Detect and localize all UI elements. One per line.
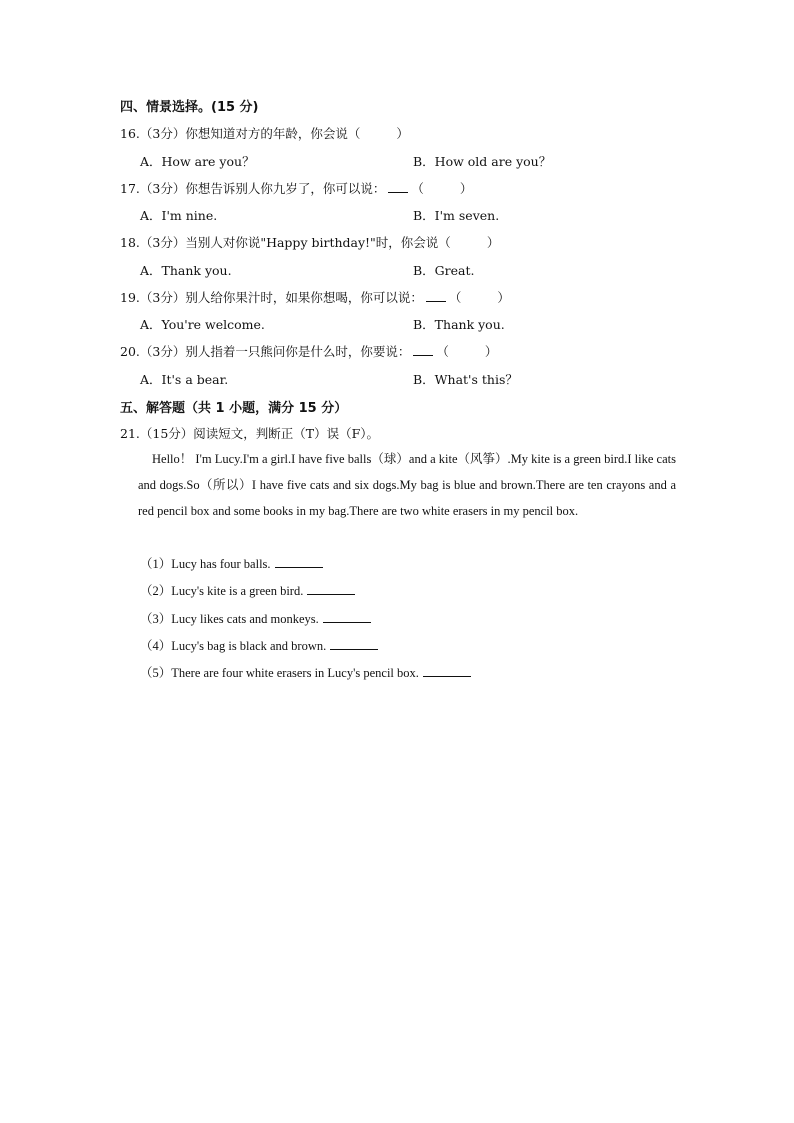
answer-blank[interactable] <box>413 343 433 356</box>
reading-passage: Hello！ I'm Lucy.I'm a girl.I have five balls（球）and a kite（风筝）.My kite is a green bird.I like cats and dogs.So（所以）I have five cats and six dogs.My bag is blue and brown.There are ten crayons and a red pencil box and some books in my bag.There are two white erasers in my pencil box. <box>138 452 676 518</box>
question-17-open: （ <box>411 181 424 196</box>
question-20 <box>120 342 497 360</box>
question-18-option-a[interactable]: A．Thank you. <box>140 263 232 278</box>
section-five-title: 五、解答题（共 1 小题，满分 15 分） <box>120 401 348 416</box>
question-20-close: ） <box>484 344 498 359</box>
question-17 <box>120 179 472 197</box>
question-16-option-b[interactable]: B．How old are you？ <box>413 154 552 169</box>
statement-3 <box>140 609 371 627</box>
question-19-open: （ <box>448 290 462 305</box>
statement-3-text: （3）Lucy likes cats and monkeys. <box>140 612 319 626</box>
statement-2-text: （2）Lucy's kite is a green bird. <box>140 584 304 598</box>
question-16 <box>120 124 409 142</box>
question-20-option-a[interactable]: A．It's a bear. <box>140 372 229 387</box>
question-19-option-b[interactable]: B．Thank you. <box>413 317 505 332</box>
question-19 <box>120 288 510 306</box>
statement-4 <box>140 636 378 654</box>
answer-blank[interactable] <box>423 664 471 677</box>
statement-1 <box>140 554 323 572</box>
question-18 <box>120 233 499 251</box>
question-18-close: ） <box>486 235 500 250</box>
question-19-close: ） <box>497 290 510 305</box>
question-16-stem: 16.（3分）你想知道对方的年龄，你会说（ <box>120 126 361 141</box>
answer-blank[interactable] <box>330 637 378 650</box>
question-21-stem: 21.（15分）阅读短文，判断正（T）误（F）。 <box>120 426 380 441</box>
question-20-stem: 20.（3分）别人指着一只熊问你是什么时，你要说： <box>120 344 411 359</box>
question-17-option-b[interactable]: B．I'm seven. <box>413 208 500 223</box>
statement-5-text: （5）There are four white erasers in Lucy's pencil box. <box>140 666 419 680</box>
statement-2 <box>140 581 355 599</box>
statement-5 <box>140 663 471 681</box>
question-19-stem: 19.（3分）别人给你果汁时，如果你想喝，你可以说： <box>120 290 423 305</box>
question-16-close: ） <box>396 126 409 141</box>
question-17-close: ） <box>459 181 473 196</box>
question-17-option-a[interactable]: A．I'm nine. <box>140 208 218 223</box>
statement-4-text: （4）Lucy's bag is black and brown. <box>140 639 327 653</box>
answer-blank[interactable] <box>323 610 371 623</box>
question-20-option-b[interactable]: B．What's this？ <box>413 372 518 387</box>
question-18-stem: 18.（3分）当别人对你说"Happy birthday!"时，你会说（ <box>120 235 451 250</box>
statement-1-text: （1）Lucy has four balls. <box>140 557 271 571</box>
question-17-stem: 17.（3分）你想告诉别人你九岁了，你可以说： <box>120 181 386 196</box>
question-20-open: （ <box>436 344 449 359</box>
question-16-option-a[interactable]: A．How are you？ <box>140 154 255 169</box>
answer-blank[interactable] <box>388 180 408 193</box>
question-19-option-a[interactable]: A．You're welcome. <box>140 317 265 332</box>
section-four-title: 四、情景选择。(15 分) <box>120 100 259 115</box>
answer-blank[interactable] <box>307 582 355 595</box>
answer-blank[interactable] <box>426 289 446 302</box>
question-18-option-b[interactable]: B．Great. <box>413 263 475 278</box>
answer-blank[interactable] <box>275 555 323 568</box>
